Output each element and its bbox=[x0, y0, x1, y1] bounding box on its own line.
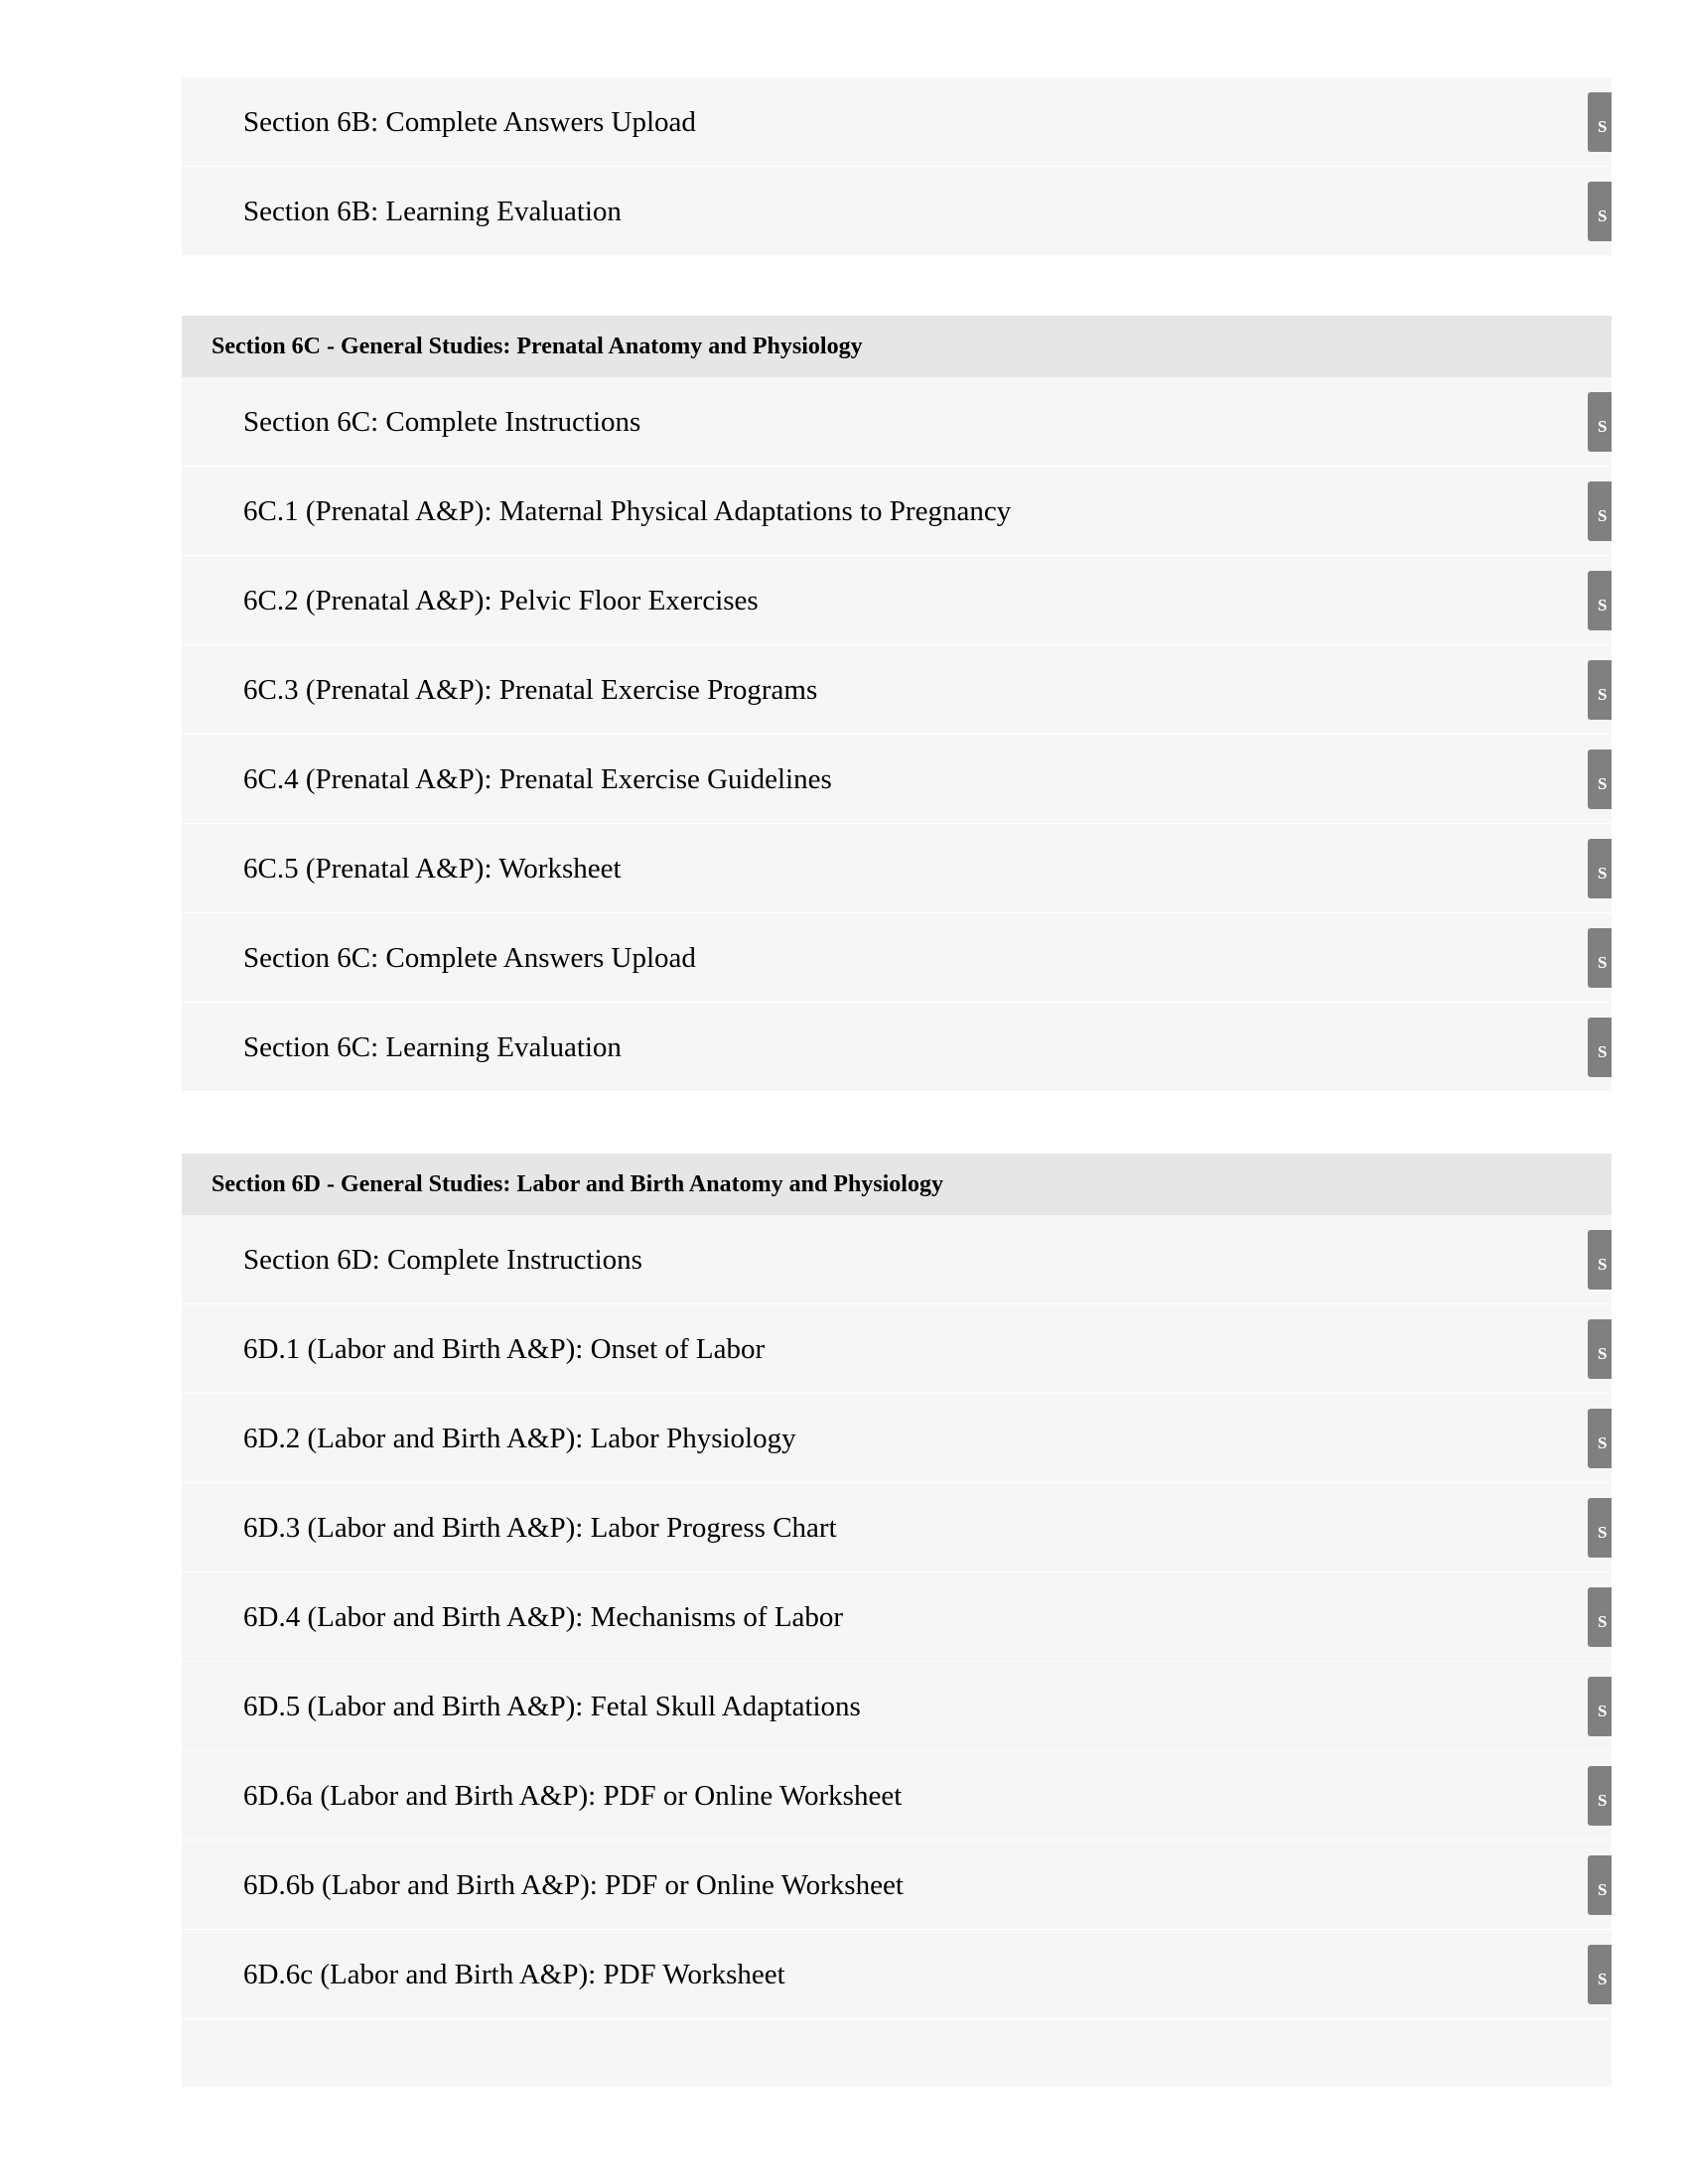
lesson-title: Section 6B: Learning Evaluation bbox=[243, 196, 622, 227]
lesson-title: 6D.3 (Labor and Birth A&P): Labor Progress Chart bbox=[243, 1512, 837, 1544]
start-button[interactable]: S bbox=[1588, 1677, 1612, 1736]
lesson-title: Section 6C: Complete Answers Upload bbox=[243, 942, 696, 974]
lesson-row[interactable] bbox=[182, 913, 1612, 1003]
lesson-title: 6C.4 (Prenatal A&P): Prenatal Exercise Guidelines bbox=[243, 763, 832, 795]
lesson-title: 6C.2 (Prenatal A&P): Pelvic Floor Exercises bbox=[243, 585, 759, 616]
lesson-row[interactable] bbox=[182, 824, 1612, 913]
lesson-row[interactable] bbox=[182, 377, 1612, 467]
lesson-row[interactable] bbox=[182, 1841, 1612, 1930]
lesson-row[interactable] bbox=[182, 1751, 1612, 1841]
lesson-title: 6D.6b (Labor and Birth A&P): PDF or Online Worksheet bbox=[243, 1869, 904, 1901]
lesson-row[interactable] bbox=[182, 467, 1612, 556]
start-button[interactable]: S bbox=[1588, 750, 1612, 809]
lesson-title: Section 6D: Complete Instructions bbox=[243, 1244, 642, 1276]
start-button[interactable]: S bbox=[1588, 1945, 1612, 2004]
lesson-title: 6C.1 (Prenatal A&P): Maternal Physical Adaptations to Pregnancy bbox=[243, 495, 1012, 527]
start-button[interactable]: S bbox=[1588, 839, 1612, 898]
start-button[interactable]: S bbox=[1588, 1855, 1612, 1915]
start-button[interactable]: S bbox=[1588, 182, 1612, 241]
start-button[interactable]: S bbox=[1588, 392, 1612, 452]
lesson-row[interactable] bbox=[182, 1930, 1612, 2019]
lesson-title: 6C.5 (Prenatal A&P): Worksheet bbox=[243, 853, 622, 885]
start-button[interactable]: S bbox=[1588, 1409, 1612, 1468]
lesson-row[interactable] bbox=[182, 1304, 1612, 1394]
lesson-title: Section 6C: Learning Evaluation bbox=[243, 1031, 622, 1063]
section-6c-panel bbox=[182, 316, 1612, 1092]
lesson-row[interactable] bbox=[182, 167, 1612, 256]
lesson-row[interactable] bbox=[182, 1483, 1612, 1572]
lesson-title: 6D.6a (Labor and Birth A&P): PDF or Online Worksheet bbox=[243, 1780, 903, 1812]
section-6d-panel bbox=[182, 1154, 1612, 2087]
start-button[interactable]: S bbox=[1588, 1587, 1612, 1647]
lesson-row[interactable] bbox=[182, 645, 1612, 735]
lesson-row[interactable] bbox=[182, 556, 1612, 645]
lesson-row[interactable] bbox=[182, 1662, 1612, 1751]
lesson-title: Section 6B: Complete Answers Upload bbox=[243, 106, 696, 138]
start-button[interactable]: S bbox=[1588, 92, 1612, 152]
panel-footer bbox=[182, 2019, 1612, 2087]
lesson-title: 6C.3 (Prenatal A&P): Prenatal Exercise Programs bbox=[243, 674, 818, 706]
lesson-title: 6D.6c (Labor and Birth A&P): PDF Worksheet bbox=[243, 1959, 785, 1990]
start-button[interactable]: S bbox=[1588, 1018, 1612, 1077]
lesson-title: 6D.5 (Labor and Birth A&P): Fetal Skull Adaptations bbox=[243, 1691, 861, 1722]
lesson-row[interactable] bbox=[182, 1215, 1612, 1304]
start-button[interactable]: S bbox=[1588, 481, 1612, 541]
start-button[interactable]: S bbox=[1588, 928, 1612, 988]
start-button[interactable]: S bbox=[1588, 660, 1612, 720]
start-button[interactable]: S bbox=[1588, 1230, 1612, 1290]
section-6b-panel bbox=[182, 77, 1612, 256]
lesson-row[interactable] bbox=[182, 735, 1612, 824]
section-header: Section 6C - General Studies: Prenatal Anatomy and Physiology bbox=[182, 316, 1612, 377]
lesson-row[interactable] bbox=[182, 1572, 1612, 1662]
start-button[interactable]: S bbox=[1588, 1498, 1612, 1558]
start-button[interactable]: S bbox=[1588, 1766, 1612, 1826]
lesson-title: 6D.2 (Labor and Birth A&P): Labor Physiology bbox=[243, 1423, 796, 1454]
start-button[interactable]: S bbox=[1588, 1319, 1612, 1379]
lesson-row[interactable] bbox=[182, 77, 1612, 167]
lesson-row[interactable] bbox=[182, 1003, 1612, 1092]
lesson-row[interactable] bbox=[182, 1394, 1612, 1483]
lesson-title: Section 6C: Complete Instructions bbox=[243, 406, 641, 438]
lesson-title: 6D.4 (Labor and Birth A&P): Mechanisms of Labor bbox=[243, 1601, 844, 1633]
start-button[interactable]: S bbox=[1588, 571, 1612, 630]
section-header: Section 6D - General Studies: Labor and Birth Anatomy and Physiology bbox=[182, 1154, 1612, 1215]
lesson-title: 6D.1 (Labor and Birth A&P): Onset of Labor bbox=[243, 1333, 766, 1365]
